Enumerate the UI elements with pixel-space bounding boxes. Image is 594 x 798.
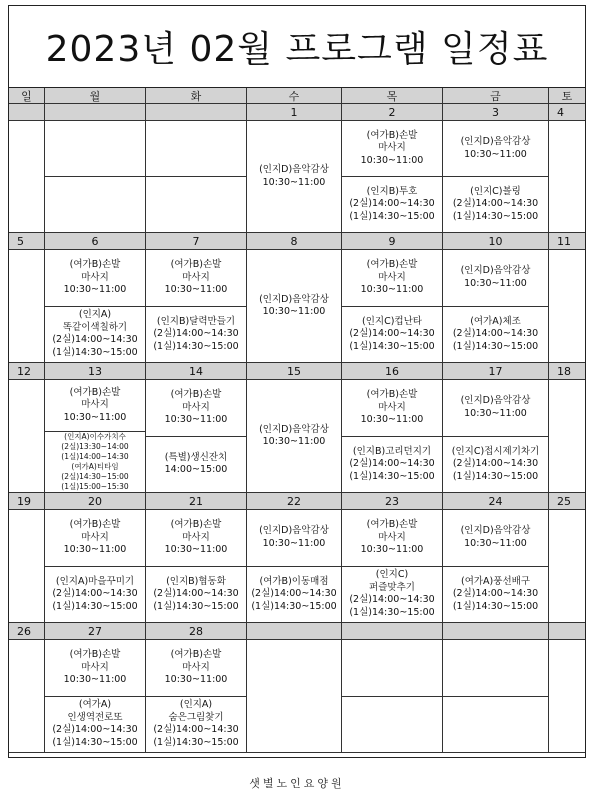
program-slot (443, 510, 548, 566)
day-cell (45, 380, 146, 493)
program-line: (여가B)손발 (69, 386, 121, 398)
program-line: (여가A)풍선배구 (461, 575, 530, 587)
program-line: (2실)14:30~15:00 (61, 472, 129, 481)
program-slot (45, 380, 145, 431)
program-slot (247, 121, 341, 232)
day-cell (9, 250, 45, 363)
program-slot (443, 436, 548, 493)
program-line: (1실)14:30~15:00 (153, 736, 239, 748)
program-slot (342, 306, 442, 363)
program-line: (1실)14:30~15:00 (349, 340, 435, 352)
program-line: 10:30~11:00 (262, 537, 326, 549)
program-slot (443, 640, 548, 696)
program-slot (146, 696, 246, 753)
program-line: (2실)14:00~14:30 (349, 198, 435, 210)
program-line: (1실)14:30~15:00 (452, 340, 539, 352)
date-number: 18 (549, 363, 585, 380)
day-cell (342, 121, 443, 233)
day-cell (342, 380, 443, 493)
day-cell (45, 250, 146, 363)
day-cell (247, 121, 342, 233)
program-line: (1실)14:30~15:00 (452, 210, 539, 222)
program-line: (여가B)손발 (170, 259, 222, 270)
program-slot (342, 250, 442, 306)
date-number: 27 (45, 623, 146, 640)
program-line: (여가B)손발 (366, 389, 418, 400)
program-line: (인지D)음악감상 (259, 423, 329, 435)
date-number: 6 (45, 233, 146, 250)
program-line: 10:30~11:00 (262, 306, 326, 317)
program-line: (2실)14:00~14:30 (349, 594, 435, 606)
program-line: (여가B)손발 (170, 519, 222, 530)
program-line: (2실)14:00~14:30 (452, 198, 539, 210)
program-line: 10:30~11:00 (63, 544, 127, 555)
program-line: (인지D)음악감상 (460, 265, 531, 277)
program-line: 10:30~11:00 (464, 537, 527, 549)
program-line: (인지D)음악감상 (259, 164, 329, 175)
date-number: 15 (247, 363, 342, 380)
day-cell (549, 121, 585, 233)
day-cell (45, 640, 146, 753)
weekday-header: 수 (247, 88, 342, 104)
program-line: 10:30~11:00 (464, 148, 527, 160)
program-line: (2실)14:00~14:30 (153, 328, 239, 339)
program-slot (342, 566, 442, 623)
program-slot (146, 250, 246, 306)
program-line: 마사지 (378, 401, 406, 413)
program-line: (인지A) (179, 699, 213, 711)
program-line: 마사지 (81, 661, 109, 673)
program-slot (342, 380, 442, 436)
weekday-header: 일 (9, 88, 45, 104)
program-line: 마사지 (81, 271, 109, 283)
program-line: (인지D)음악감상 (259, 525, 329, 537)
program-line: 마사지 (378, 142, 406, 154)
day-cell (146, 640, 247, 753)
program-slot (443, 176, 548, 232)
program-line: 10:30~11:00 (63, 674, 127, 685)
program-slot (443, 250, 548, 306)
program-line: (2실)14:00~14:30 (452, 588, 539, 599)
date-number: 20 (45, 493, 146, 510)
date-number: 11 (549, 233, 585, 250)
program-slot (342, 696, 442, 753)
program-slot (146, 566, 246, 623)
day-cell (45, 510, 146, 623)
program-line: (인지D)음악감상 (460, 525, 531, 537)
program-line: (여가B)손발 (366, 259, 418, 270)
day-cell (9, 380, 45, 493)
program-line: 10:30~11:00 (360, 284, 424, 295)
date-number: 2 (342, 104, 443, 121)
program-line: 인생역전로또 (67, 711, 123, 723)
program-line: (인지A) (78, 309, 112, 321)
day-cell (549, 510, 585, 623)
program-line: 10:30~11:00 (464, 407, 527, 419)
program-slot (247, 510, 341, 566)
day-cell (443, 380, 549, 493)
program-line: 퍼즐맞추기 (369, 581, 415, 593)
program-line: (2실)13:30~14:00 (61, 442, 129, 451)
date-number: 8 (247, 233, 342, 250)
program-slot (45, 176, 145, 232)
program-line: (인지A)이수가치수 (64, 432, 126, 441)
day-cell (549, 380, 585, 493)
program-slot (443, 696, 548, 753)
program-line: 10:30~11:00 (360, 414, 424, 425)
program-slot (342, 640, 442, 696)
program-slot (45, 696, 145, 753)
program-line: (2실)14:00~14:30 (251, 588, 337, 599)
program-slot (45, 250, 145, 306)
program-line: (여가B)손발 (170, 649, 222, 660)
program-line: (1실)14:30~15:00 (349, 470, 435, 482)
program-line: (여가B)손발 (69, 649, 121, 660)
day-cell (247, 250, 342, 363)
program-line: (인지D)음악감상 (460, 136, 531, 147)
date-number (146, 104, 247, 121)
date-number: 14 (146, 363, 247, 380)
day-cell (247, 380, 342, 493)
program-line: (여가B)손발 (366, 129, 418, 141)
program-slot (45, 431, 145, 492)
program-slot (443, 306, 548, 363)
calendar-grid (9, 88, 585, 753)
program-line: 마사지 (81, 531, 109, 543)
program-line: (여가B)손발 (69, 259, 121, 270)
footer-organization: 샛별노인요양원 (249, 777, 345, 790)
date-number: 7 (146, 233, 247, 250)
date-number: 28 (146, 623, 247, 640)
date-number (549, 623, 585, 640)
date-number: 13 (45, 363, 146, 380)
program-line: (1실)14:30~15:00 (52, 736, 138, 748)
program-slot (146, 306, 246, 363)
page-title: 2023년 02월 프로그램 일정표 (9, 6, 585, 88)
program-line: (1실)14:30~15:00 (153, 600, 239, 612)
program-line: 10:30~11:00 (164, 414, 228, 425)
program-slot (146, 436, 246, 493)
program-line: (1실)14:30~15:00 (153, 340, 239, 352)
program-line: 마사지 (378, 271, 406, 283)
program-line: 마사지 (182, 401, 210, 413)
program-line: (인지B)협동화 (166, 575, 226, 587)
program-line: (2실)14:00~14:30 (452, 458, 539, 469)
program-line: 10:30~11:00 (262, 436, 326, 447)
program-line: 10:30~11:00 (164, 544, 228, 555)
weekday-header: 화 (146, 88, 247, 104)
program-line: (1실)14:30~15:00 (251, 600, 337, 612)
program-line: (2실)14:00~14:30 (153, 724, 239, 736)
program-line: (1실)14:30~15:00 (349, 210, 435, 222)
day-cell (549, 250, 585, 363)
program-line: 10:30~11:00 (63, 284, 127, 295)
day-cell (146, 510, 247, 623)
program-slot (443, 121, 548, 176)
date-number: 22 (247, 493, 342, 510)
program-line: (인지C)볼링 (470, 185, 521, 197)
date-number: 12 (9, 363, 45, 380)
program-line: 10:30~11:00 (164, 674, 228, 685)
date-number: 16 (342, 363, 443, 380)
program-line: (인지C) (375, 569, 409, 581)
program-line: (인지B)고리던지기 (352, 445, 432, 457)
program-slot (247, 566, 341, 623)
day-cell (9, 510, 45, 623)
program-line: (2실)14:00~14:30 (349, 328, 435, 339)
date-number: 23 (342, 493, 443, 510)
day-cell (247, 640, 342, 753)
program-line: (인지B)투호 (366, 185, 418, 197)
date-number: 5 (9, 233, 45, 250)
date-number: 24 (443, 493, 549, 510)
program-slot (45, 306, 145, 363)
date-number (9, 104, 45, 121)
program-line: 10:30~11:00 (464, 277, 527, 289)
weekday-header: 월 (45, 88, 146, 104)
weekday-header: 금 (443, 88, 549, 104)
program-line: 10:30~11:00 (360, 154, 424, 166)
date-number: 10 (443, 233, 549, 250)
day-cell (9, 640, 45, 753)
date-number (443, 623, 549, 640)
date-number: 25 (549, 493, 585, 510)
schedule-sheet (8, 5, 586, 758)
day-cell (443, 640, 549, 753)
program-line: (특별)생신잔치 (164, 451, 228, 463)
day-cell (146, 121, 247, 233)
program-line: (인지B)달력만들기 (156, 315, 236, 327)
date-number: 1 (247, 104, 342, 121)
program-slot (146, 121, 246, 176)
program-line: (1실)14:30~15:00 (52, 600, 138, 612)
program-slot (247, 380, 341, 492)
program-line: (2실)14:00~14:30 (153, 588, 239, 599)
program-line: 똑같이색칠하기 (62, 321, 128, 333)
day-cell (342, 250, 443, 363)
program-line: (1실)15:00~15:30 (61, 482, 129, 491)
program-line: (2실)14:00~14:30 (349, 458, 435, 469)
program-slot (146, 510, 246, 566)
program-line: (2실)14:00~14:30 (52, 334, 138, 346)
program-line: 10:30~11:00 (164, 284, 228, 295)
program-line: (1실)14:30~15:00 (52, 346, 138, 358)
program-line: (여가B)이동매점 (259, 575, 329, 587)
program-line: 마사지 (378, 531, 406, 543)
day-cell (549, 640, 585, 753)
date-number (45, 104, 146, 121)
program-line: (여가B)손발 (366, 519, 418, 530)
program-line: (2실)14:00~14:30 (52, 724, 138, 736)
program-line: 마사지 (81, 399, 109, 411)
date-number: 3 (443, 104, 549, 121)
program-line: (인지D)음악감상 (460, 395, 531, 407)
weekday-header: 목 (342, 88, 443, 104)
day-cell (342, 640, 443, 753)
program-line: 마사지 (182, 531, 210, 543)
program-slot (146, 380, 246, 436)
program-slot (342, 176, 442, 232)
day-cell (146, 250, 247, 363)
program-line: 10:30~11:00 (63, 411, 127, 423)
program-line: 10:30~11:00 (262, 176, 326, 188)
program-line: (1실)14:00~14:30 (61, 452, 129, 461)
date-number: 17 (443, 363, 549, 380)
program-line: (1실)14:30~15:00 (452, 600, 539, 612)
program-line: (2실)14:00~14:30 (452, 328, 539, 339)
program-line: (1실)14:30~15:00 (452, 470, 539, 482)
program-line: (여가A)체조 (470, 315, 521, 327)
date-number: 4 (549, 104, 585, 121)
day-cell (146, 380, 247, 493)
program-line: (여가A) (78, 699, 112, 711)
program-line: (인지D)음악감상 (259, 293, 329, 305)
program-slot (45, 566, 145, 623)
program-line: 14:00~15:00 (164, 464, 228, 476)
program-slot (247, 250, 341, 362)
date-number (247, 623, 342, 640)
date-number (342, 623, 443, 640)
date-number: 9 (342, 233, 443, 250)
day-cell (45, 121, 146, 233)
program-line: (인지A)마을꾸미기 (55, 575, 135, 587)
date-number: 19 (9, 493, 45, 510)
program-slot (342, 510, 442, 566)
program-line: 10:30~11:00 (360, 544, 424, 555)
day-cell (443, 250, 549, 363)
program-slot (45, 510, 145, 566)
program-line: (인지C)접시제기차기 (451, 445, 540, 457)
day-cell (9, 121, 45, 233)
program-slot (443, 380, 548, 436)
program-line: (인지C)컵난타 (362, 315, 422, 327)
day-cell (247, 510, 342, 623)
program-line: 숨은그림찾기 (168, 711, 224, 723)
program-line: 마사지 (182, 661, 210, 673)
program-line: 마사지 (182, 271, 210, 283)
program-slot (443, 566, 548, 623)
program-line: (1실)14:30~15:00 (349, 606, 435, 618)
program-slot (45, 640, 145, 696)
date-number: 21 (146, 493, 247, 510)
program-slot (146, 176, 246, 232)
program-line: (여가B)손발 (170, 389, 222, 400)
program-line: (여가A)티타임 (71, 462, 119, 471)
program-slot (342, 436, 442, 493)
program-slot (146, 640, 246, 696)
day-cell (342, 510, 443, 623)
day-cell (443, 510, 549, 623)
program-slot (45, 121, 145, 176)
weekday-header: 토 (549, 88, 585, 104)
program-slot (342, 121, 442, 176)
program-line: (2실)14:00~14:30 (52, 588, 138, 599)
day-cell (443, 121, 549, 233)
date-number: 26 (9, 623, 45, 640)
program-line: (여가B)손발 (69, 519, 121, 530)
